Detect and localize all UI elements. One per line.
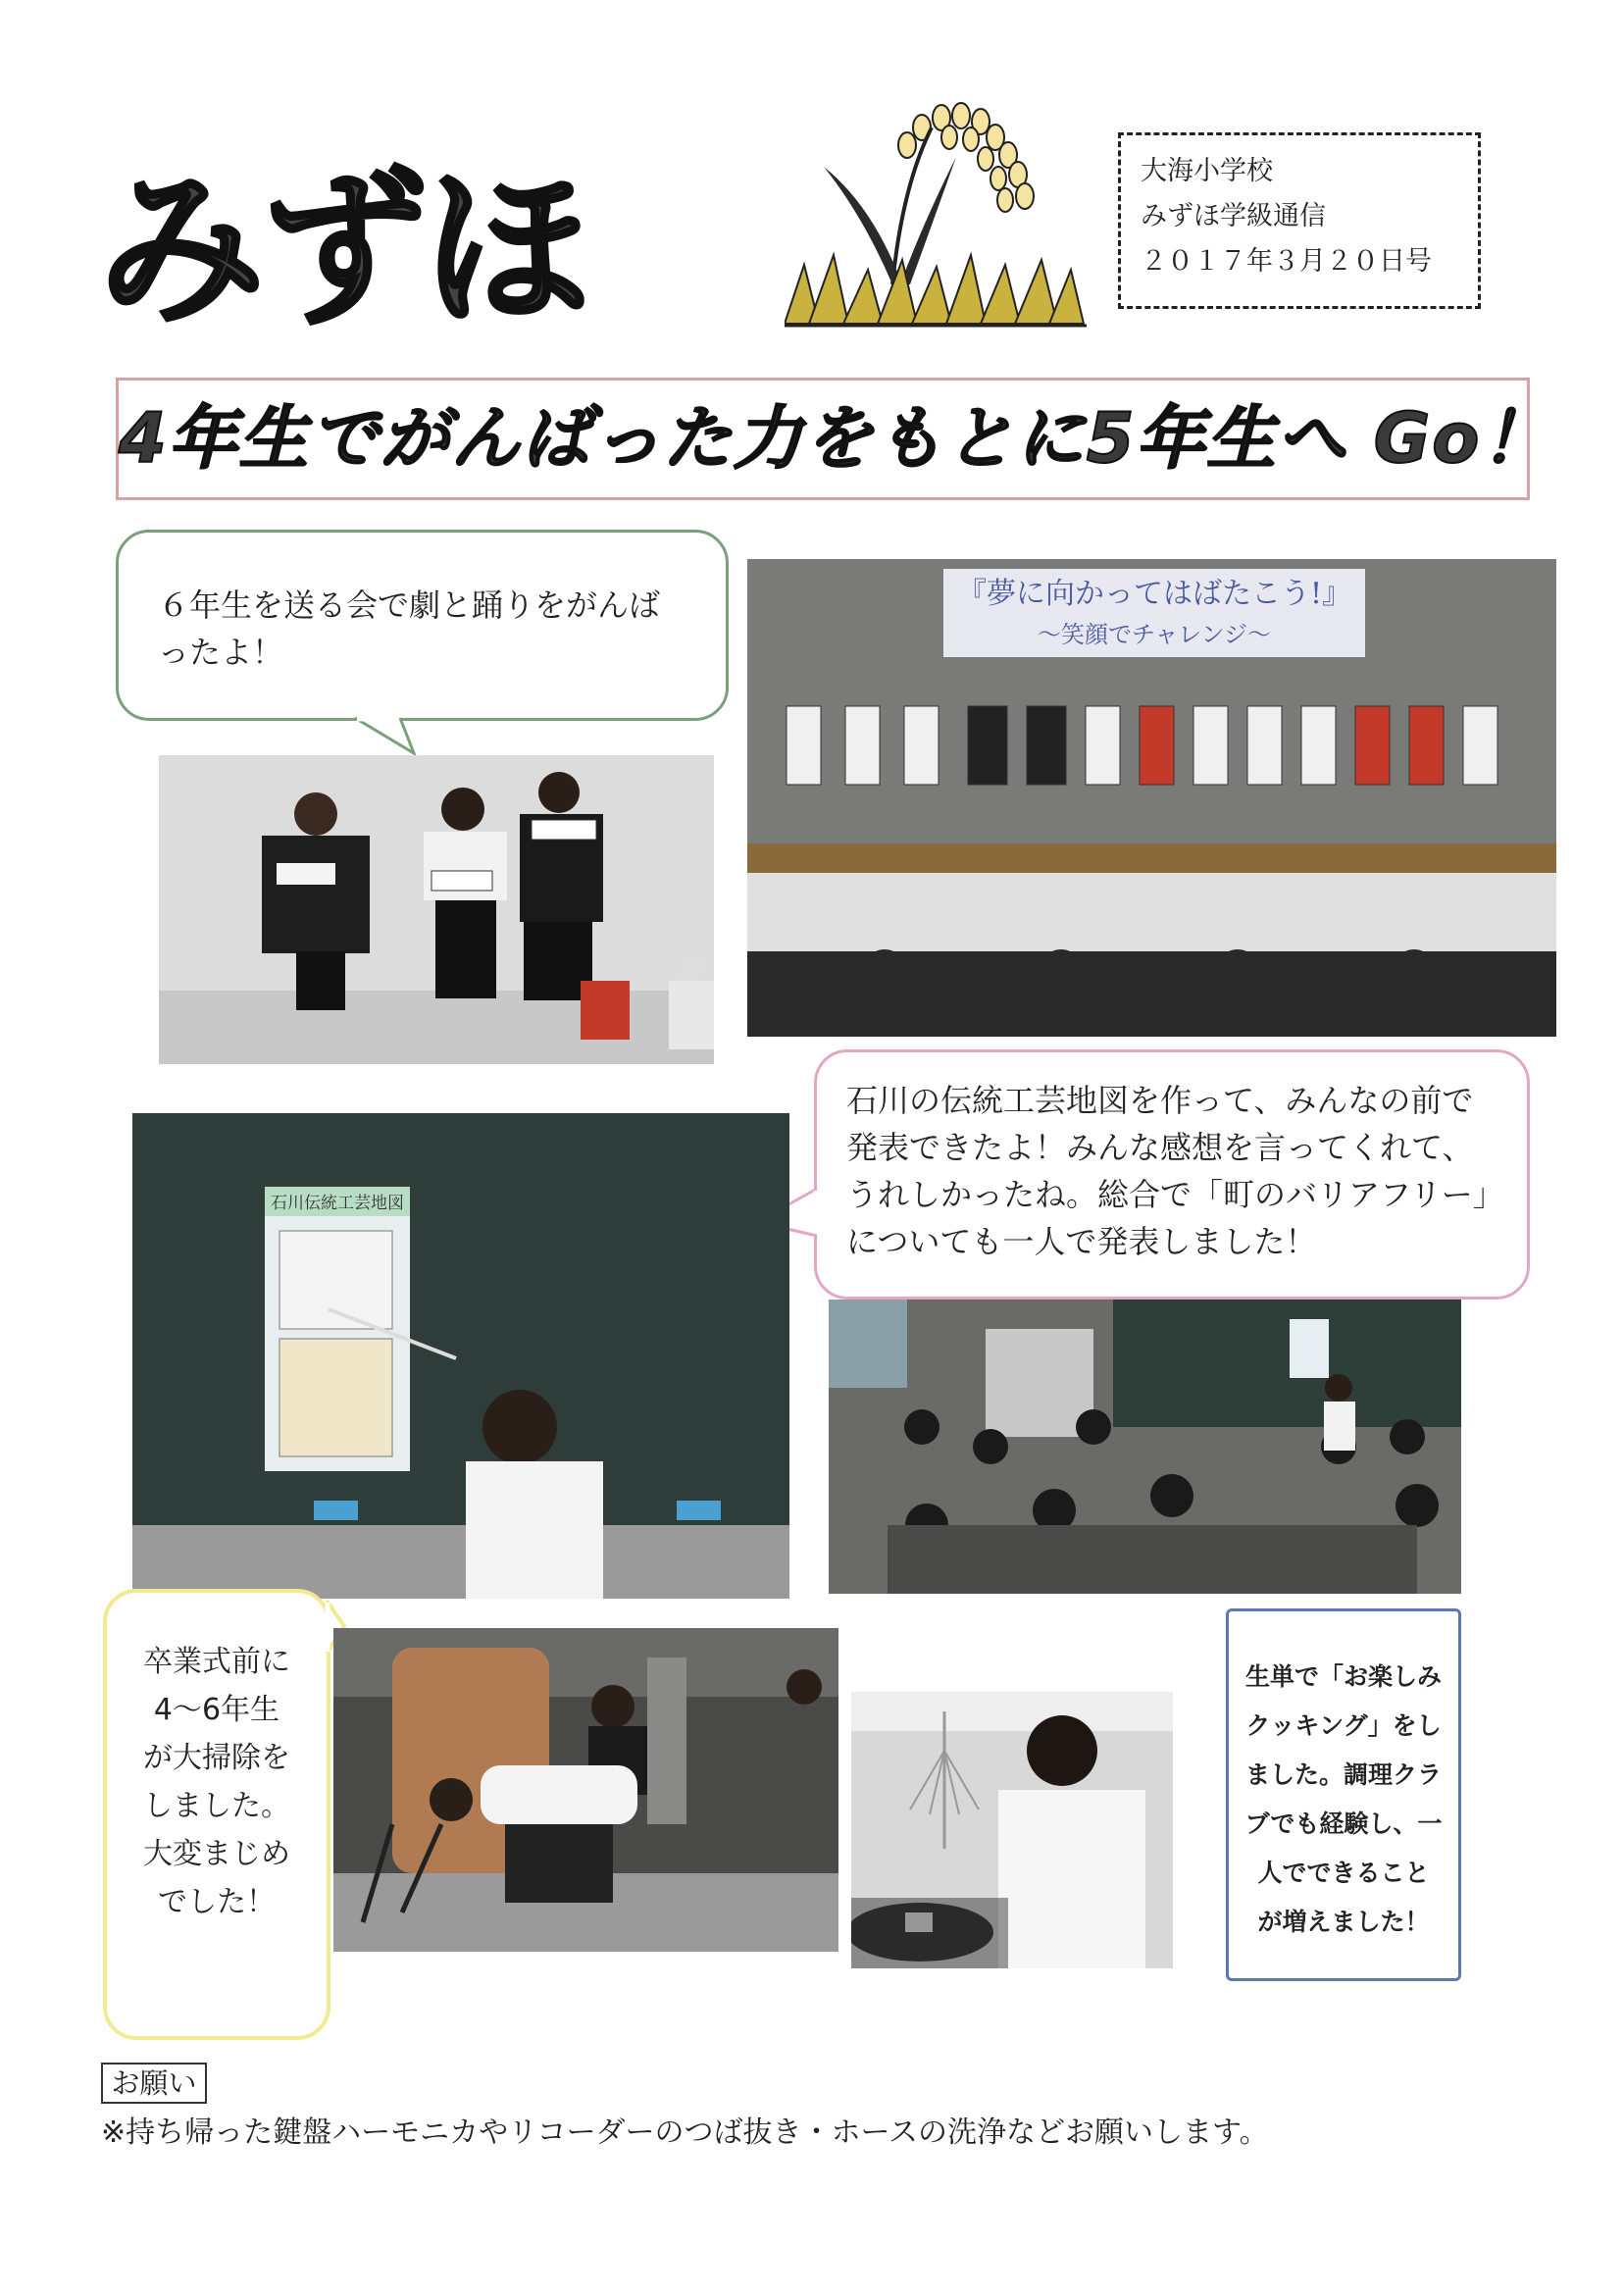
- bubble-cooking-line: ました。調理クラ: [1244, 1760, 1442, 1789]
- bubble-cooking-line: クッキング」をし: [1245, 1711, 1442, 1740]
- notice-body: ※持ち帰った鍵盤ハーモニカやリコーダーのつば抜き・ホースの洗浄などお願いします。: [101, 2116, 1269, 2150]
- bubble-cleaning-line: しました。: [143, 1789, 290, 1823]
- photo-skit-students: [159, 755, 714, 1064]
- map-poster-title: 石川伝統工芸地図: [271, 1194, 404, 1213]
- speech-bubble-cooking: [1226, 1608, 1461, 1981]
- bubble-cooking-line: が増えました！: [1257, 1908, 1430, 1936]
- bubble-cleaning-line: 大変まじめ: [143, 1837, 290, 1871]
- headline-banner: 4年生でがんばった力をもとに5年生へ Go！: [116, 378, 1530, 500]
- photo-classroom-presentation: [829, 1300, 1461, 1594]
- speech-bubble-presentation: [814, 1049, 1530, 1300]
- notice-title: お願い: [101, 2063, 207, 2104]
- bubble-cleaning-line: 卒業式前に: [143, 1645, 290, 1679]
- photo-map-presentation: [132, 1113, 789, 1599]
- bubble-farewell-text: ６年生を送る会で劇と踊りをがんばったよ！: [158, 586, 661, 671]
- bubble-cooking-line: ブでも経験し、一: [1244, 1810, 1443, 1838]
- bubble-cooking-line: 生単で「お楽しみ: [1244, 1662, 1442, 1691]
- stage-banner-subtext: ～笑顔でチャレンジ～: [1037, 621, 1272, 648]
- stage-banner-text: 『夢に向かってはばたこう!』: [956, 577, 1352, 611]
- bubble-cleaning-line: 4～6年生: [153, 1693, 280, 1727]
- photo-stage-performance: [747, 559, 1556, 1037]
- bubble-cleaning-line: でした！: [158, 1885, 276, 1919]
- photo-cleaning: [333, 1628, 838, 1952]
- bubble-presentation-text: 石川の伝統工芸地図を作って、みんなの前で発表できたよ！みんな感想を言ってくれて、うれしかったね。総合で「町のバリアフリー」についても一人で発表しました！: [846, 1082, 1489, 1260]
- issue-date: ２０１７年３月２０日号: [1141, 246, 1432, 277]
- masthead-title: みずほ: [98, 153, 587, 347]
- school-name: 大海小学校: [1141, 156, 1273, 186]
- bubble-tail-1: [353, 718, 422, 757]
- rice-plant-icon: [785, 98, 1089, 333]
- bubble-cooking-line: 人でできること: [1257, 1859, 1430, 1887]
- issue-info-box: [1118, 132, 1481, 309]
- photo-cooking: [851, 1692, 1173, 1968]
- newsletter-name: みずほ学級通信: [1141, 201, 1326, 231]
- speech-bubble-cleaning: [103, 1589, 330, 2040]
- bubble-cleaning-line: が大掃除を: [143, 1741, 290, 1775]
- speech-bubble-farewell: [116, 530, 729, 721]
